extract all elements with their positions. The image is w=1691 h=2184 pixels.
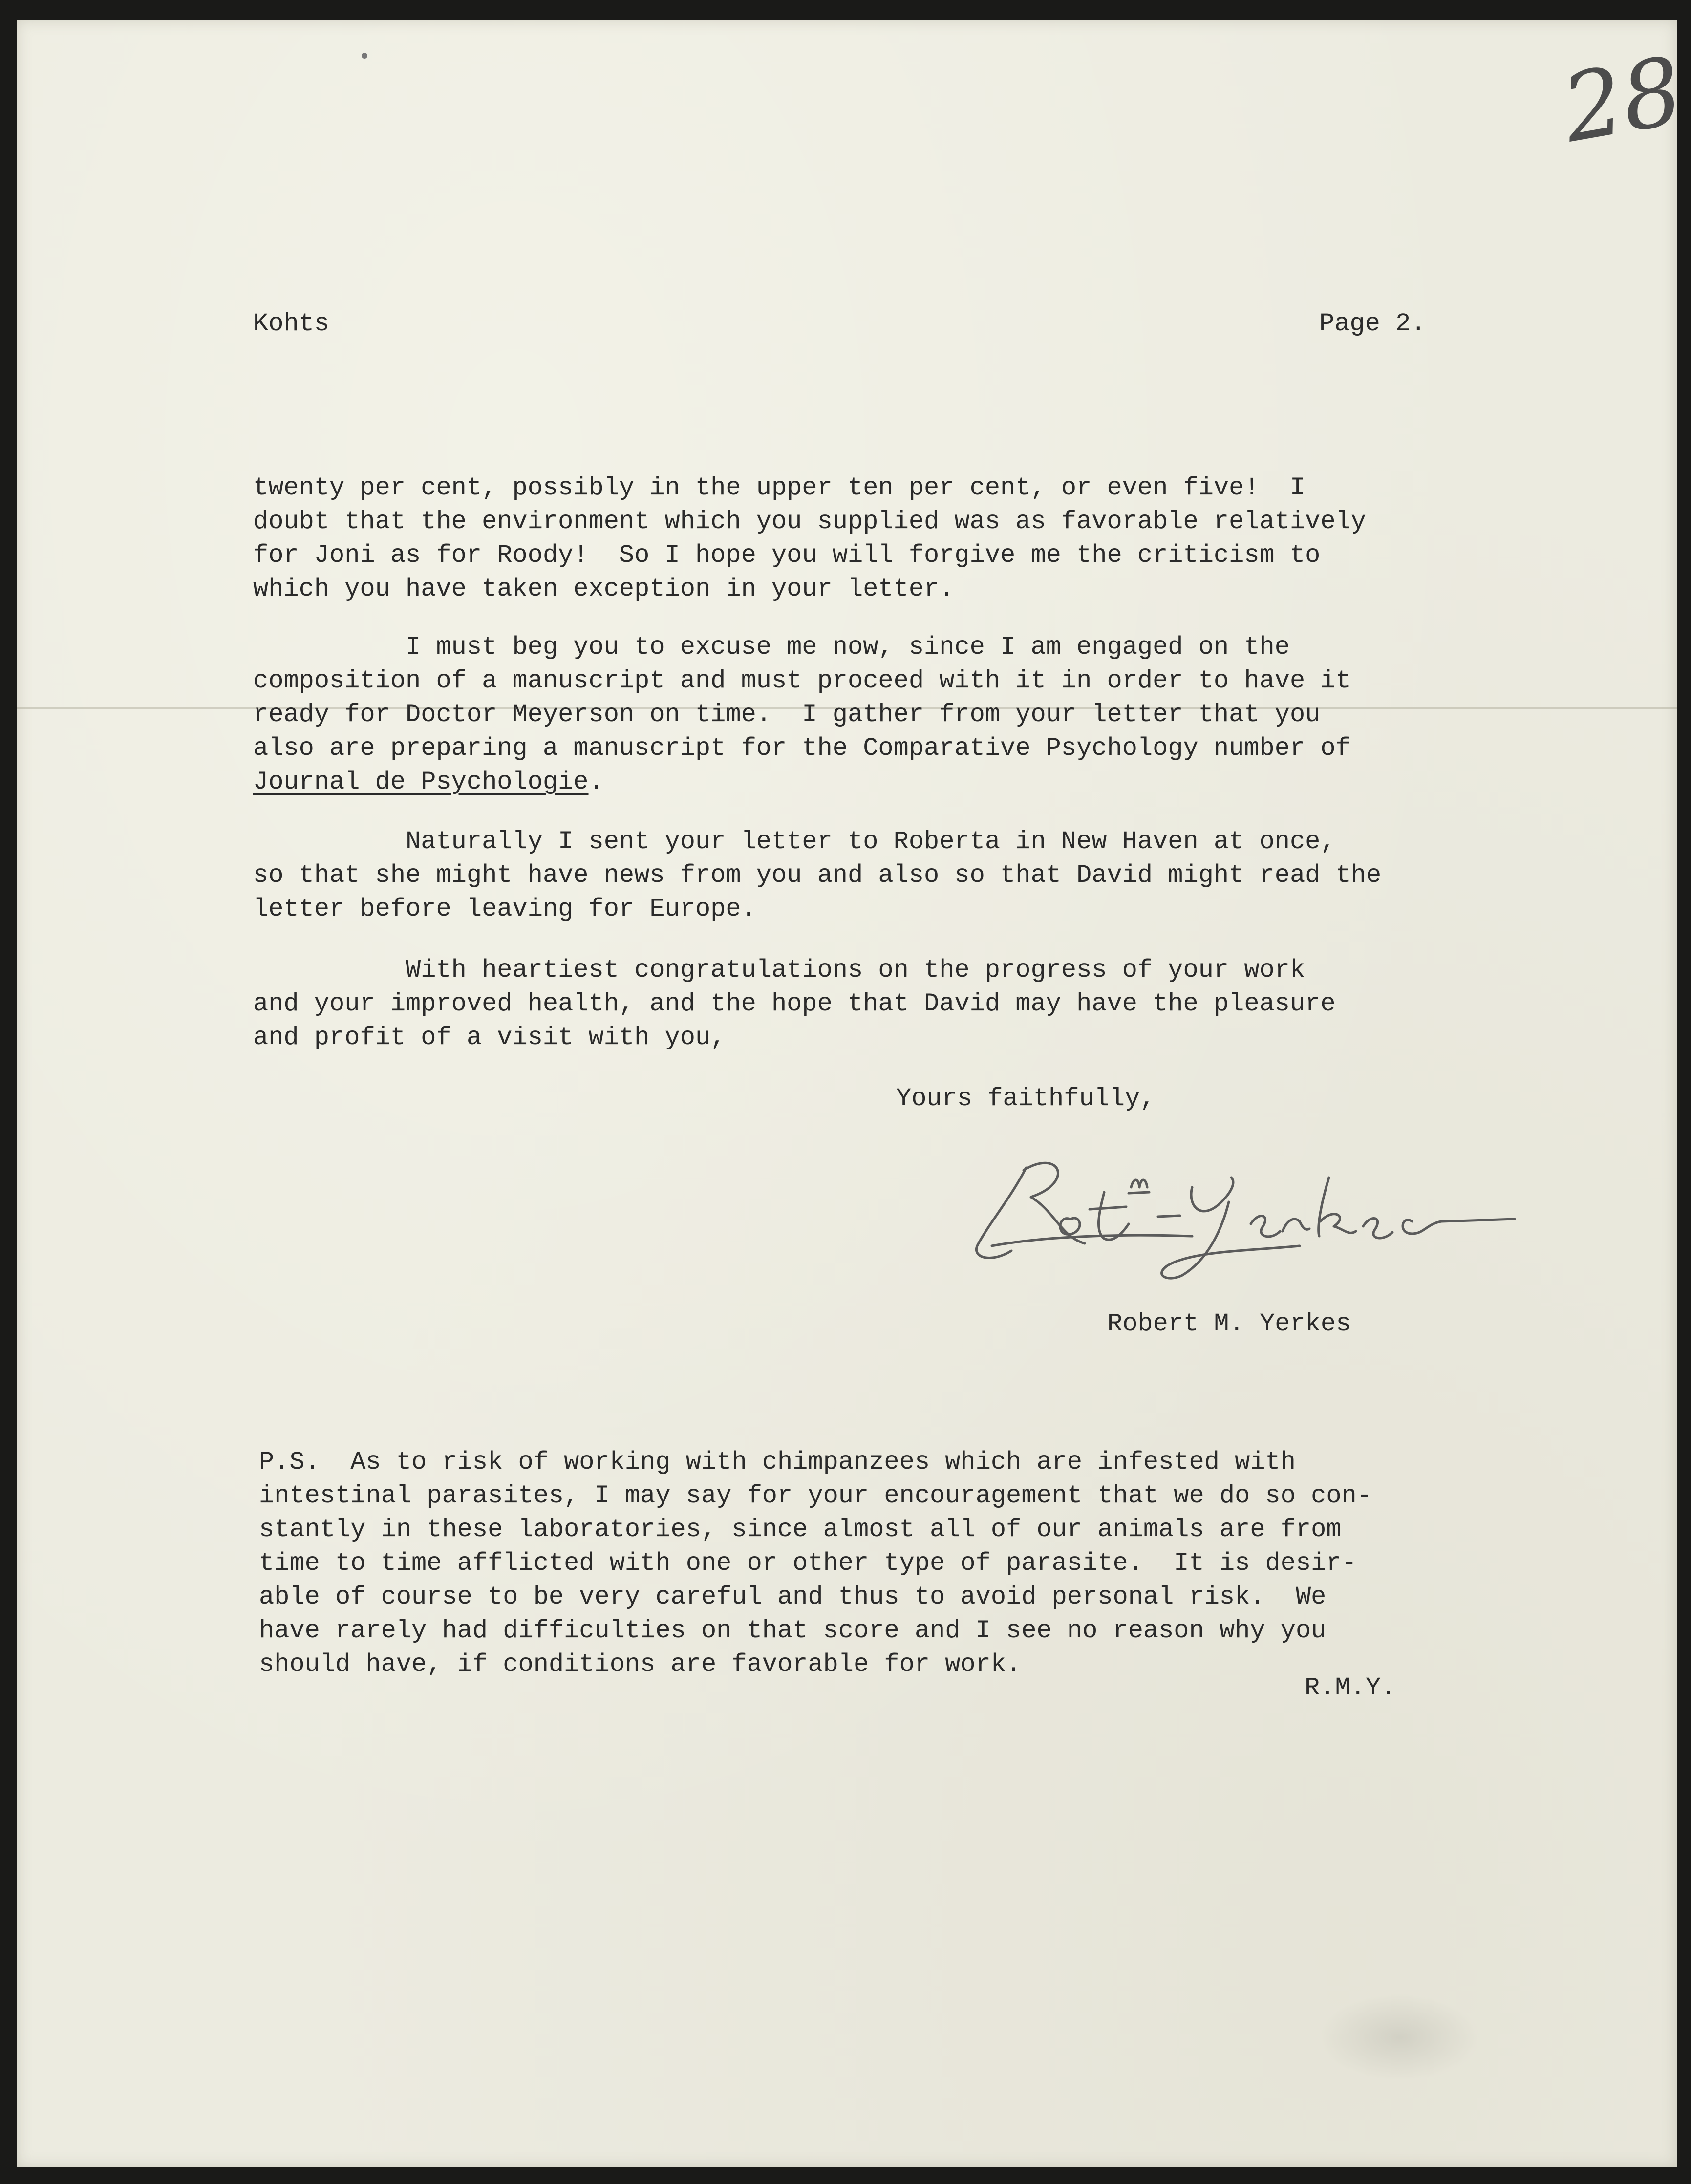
paragraph-line: doubt that the environment which you supplied was as favorable relatively [253,507,1366,536]
journal-title: Journal de Psychologie [253,768,589,796]
paragraph-line: for Joni as for Roody! So I hope you will forgive me the criticism to [253,541,1321,570]
header-page-label: Page 2. [1319,309,1426,338]
paragraph-line: which you have taken exception in your letter. [253,575,955,603]
letter-page [17,20,1677,2167]
postscript-line: should have, if conditions are favorable for work. [259,1650,1022,1679]
postscript-line: P.S. As to risk of working with chimpanzees which are infested with [259,1448,1296,1477]
paragraph-line: ready for Doctor Meyerson on time. I gather from your letter that you [253,700,1321,729]
paragraph-line: also are preparing a manuscript for the Comparative Psychology number of [253,734,1351,763]
postscript-line: able of course to be very careful and thus to avoid personal risk. We [259,1583,1327,1611]
paragraph-line: and your improved health, and the hope that David may have the pleasure [253,989,1336,1018]
postscript-line: stantly in these laboratories, since almost all of our animals are from [259,1515,1342,1544]
paragraph-line: Naturally I sent your letter to Roberta in New Haven at once, [253,827,1336,856]
postscript-line: time to time afflicted with one or other type of parasite. It is desir- [259,1549,1357,1578]
handwritten-signature [958,1129,1544,1290]
paragraph-line: composition of a manuscript and must proceed with it in order to have it [253,666,1351,695]
paragraph-line: I must beg you to excuse me now, since I am engaged on the [253,633,1290,662]
handwritten-folio-number: 28 [1555,36,1691,164]
paragraph-line: letter before leaving for Europe. [253,895,756,923]
paragraph-line: so that she might have news from you and also so that David might read the [253,861,1382,890]
signatory-name: Robert M. Yerkes [1107,1309,1351,1338]
paragraph-line: and profit of a visit with you, [253,1023,726,1052]
postscript-line: have rarely had difficulties on that score and I see no reason why you [259,1616,1327,1645]
postscript-initials: R.M.Y. [1305,1673,1396,1702]
paper-smudge [1319,1993,1480,2081]
journal-title-period: . [588,768,604,796]
header-recipient: Kohts [253,309,330,338]
paper-speck [362,53,367,59]
paragraph-line: With heartiest congratulations on the progress of your work [253,956,1306,985]
closing: Yours faithfully, [896,1084,1156,1113]
paragraph-line: twenty per cent, possibly in the upper ten per cent, or even five! I [253,473,1306,502]
journal-title-line [253,765,604,799]
postscript-line: intestinal parasites, I may say for your encouragement that we do so con- [259,1481,1372,1510]
